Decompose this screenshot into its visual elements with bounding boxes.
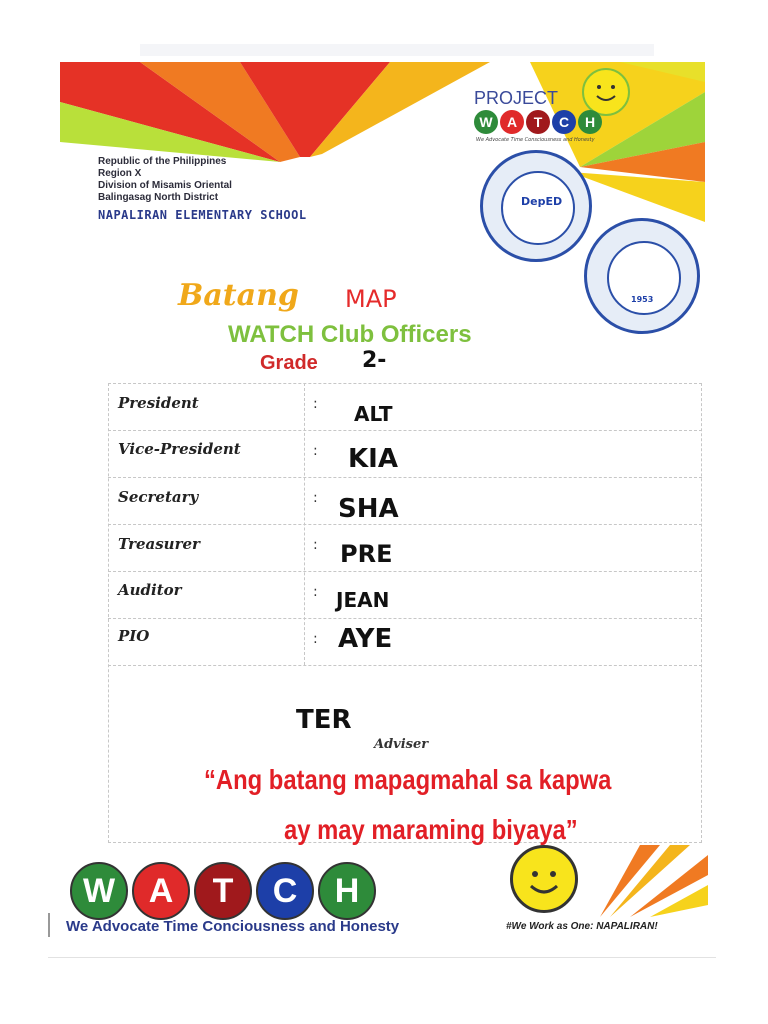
seal-year: 1953	[631, 295, 654, 304]
logo-letter-w: W	[474, 110, 498, 134]
project-tagline: We Advocate Time Consciousness and Honesty	[476, 137, 595, 143]
grade-label: Grade	[260, 352, 318, 374]
officer-name-president: ALT	[354, 402, 393, 426]
address-line: Division of Misamis Oriental	[98, 180, 232, 191]
title-batang: Batang	[178, 278, 299, 313]
role-president: President	[118, 394, 199, 412]
logo-letter-a: A	[500, 110, 524, 134]
school-seal	[584, 218, 700, 334]
role-auditor: Auditor	[118, 581, 182, 599]
footer-letter-h: H	[318, 862, 376, 920]
officer-name-vice-president: KIA	[348, 444, 398, 474]
footer-letter-c: C	[256, 862, 314, 920]
adviser-name: TER	[296, 705, 352, 735]
role-pio: PIO	[118, 627, 150, 645]
role-vice-president: Vice-President	[118, 440, 241, 458]
smiley-clock-icon	[582, 68, 630, 116]
grade-value: 2-	[362, 348, 387, 373]
bottom-divider	[48, 957, 716, 958]
footer-tagline: We Advocate Time Conciousness and Honesty	[66, 918, 400, 935]
clock-icon	[510, 845, 578, 913]
officer-name-secretary: SHA	[338, 494, 399, 524]
footer-rays-graphic	[600, 845, 708, 917]
top-edge-strip	[140, 44, 654, 56]
adviser-label: Adviser	[374, 737, 429, 752]
table-row-line	[108, 571, 702, 572]
address-line: Balingasag North District	[98, 192, 219, 203]
logo-letter-t: T	[526, 110, 550, 134]
colon: :	[313, 631, 318, 647]
officer-name-pio: AYE	[338, 624, 393, 654]
address-line: Republic of the Philippines	[98, 156, 227, 167]
colon: :	[313, 443, 318, 459]
table-row-line	[108, 524, 702, 525]
logo-letter-c: C	[552, 110, 576, 134]
footer-watch-logo	[70, 862, 376, 920]
table-row-line	[108, 618, 702, 619]
logo-letter-h: H	[578, 110, 602, 134]
table-row-line	[108, 665, 702, 666]
colon: :	[313, 396, 318, 412]
footer-motto: #We Work as One: NAPALIRAN!	[506, 921, 658, 932]
role-secretary: Secretary	[118, 488, 199, 506]
footer-edge-mark	[48, 913, 50, 937]
seal-deped-text: DepED	[521, 195, 563, 208]
project-label: PROJECT	[474, 88, 559, 108]
title-club-officers: WATCH Club Officers	[228, 321, 472, 348]
colon: :	[313, 584, 318, 600]
project-watch-logo	[474, 110, 602, 134]
colon: :	[313, 490, 318, 506]
quote-line-2: ay may maraming biyaya”	[284, 814, 578, 845]
quote-line-1: “Ang batang mapagmahal sa kapwa	[204, 764, 612, 795]
footer-letter-w: W	[70, 862, 128, 920]
table-row-line	[108, 477, 702, 478]
table-row-line	[108, 430, 702, 431]
footer-letter-a: A	[132, 862, 190, 920]
deped-seal	[480, 150, 592, 262]
title-map: MAP	[345, 285, 397, 313]
role-treasurer: Treasurer	[118, 535, 200, 553]
school-address	[98, 156, 232, 204]
footer-letter-t: T	[194, 862, 252, 920]
officer-name-auditor: JEAN	[336, 588, 390, 612]
officer-name-treasurer: PRE	[340, 540, 393, 568]
school-name: NAPALIRAN ELEMENTARY SCHOOL	[98, 208, 307, 222]
address-line: Region X	[98, 168, 142, 179]
colon: :	[313, 537, 318, 553]
